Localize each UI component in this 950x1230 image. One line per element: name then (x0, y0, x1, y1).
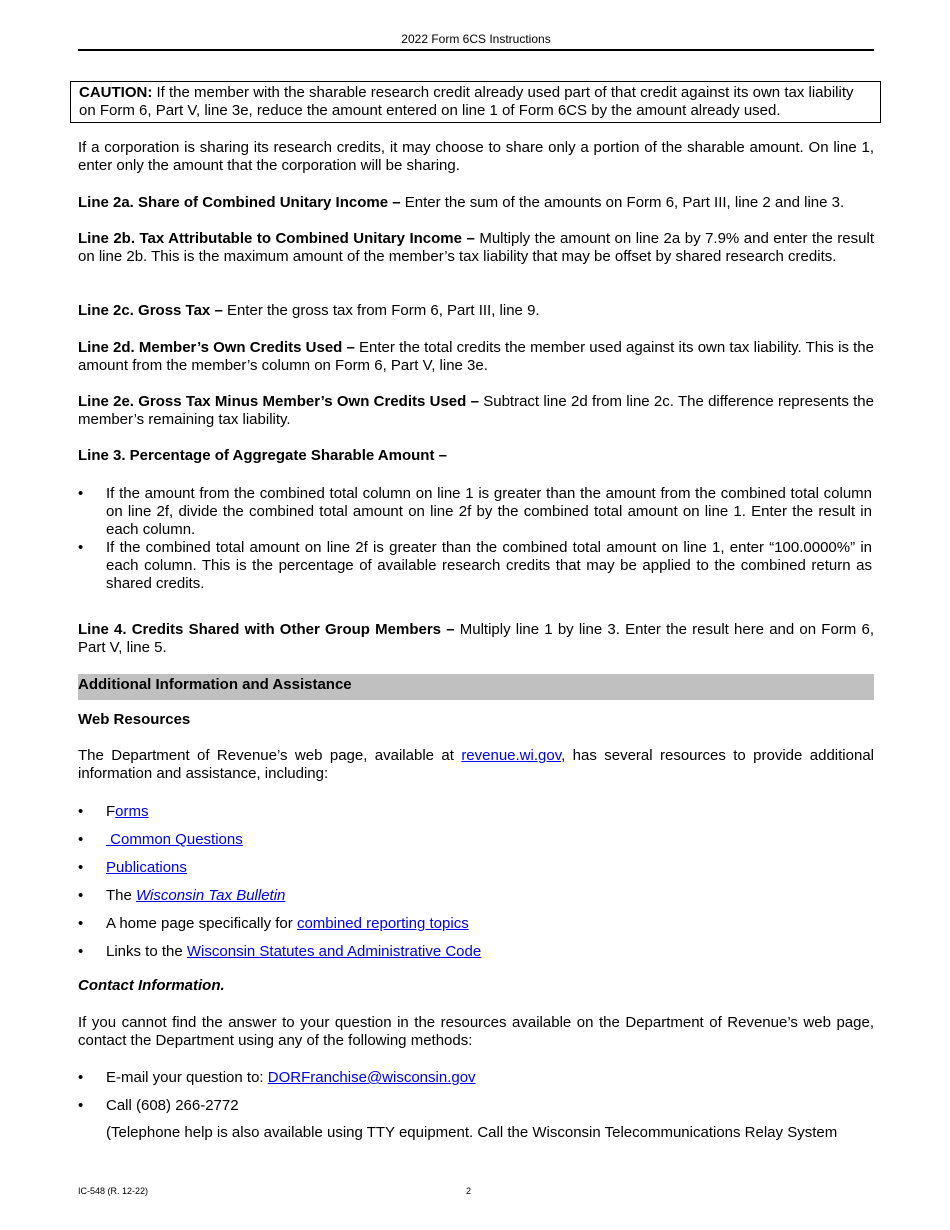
bullet-icon: • (78, 831, 84, 848)
line-2c-heading: Line 2c. Gross Tax – (78, 302, 223, 319)
bulletin-prefix: The (106, 887, 137, 904)
web-intro-text: The Department of Revenue’s web page, available at (78, 747, 462, 764)
line-3-heading-paragraph (78, 447, 874, 465)
intro-paragraph: If a corporation is sharing its research credits, it may choose to share only a portion of the sharable amount. On line 1, enter only the amount that the corporation will be sharing. (78, 139, 874, 174)
tax-bulletin-link[interactable]: Wisconsin Tax Bulletin (136, 887, 286, 904)
list-item-text (106, 943, 872, 961)
line-2e-paragraph (78, 393, 874, 429)
web-intro-text-end: , has several resources to provide additional information and assistance, including: (78, 747, 874, 782)
caution-label: CAUTION: (79, 84, 153, 101)
section-band (78, 674, 874, 700)
common-questions-link[interactable]: Common Questions (106, 831, 243, 848)
contact-paragraph: If you cannot find the answer to your question in the resources available on the Department of Revenue’s web page, contact the Department using any of the following methods: (78, 1014, 874, 1049)
line-4-paragraph (78, 621, 874, 657)
combined-reporting-link[interactable]: combined reporting topics (296, 915, 469, 932)
tty-text: (Telephone help is also available using TTY equipment. Call the Wisconsin Telecommunications Relay System (106, 1124, 838, 1141)
statutes-prefix: Links to the (106, 943, 187, 960)
forms-prefix: F (106, 803, 116, 820)
forms-link[interactable]: orms (115, 803, 149, 820)
statutes-link[interactable]: Wisconsin Statutes and Administrative Code (186, 943, 482, 960)
bullet-icon: • (78, 485, 84, 502)
home-prefix: A home page specifically for (106, 915, 297, 932)
revenue-link[interactable]: revenue.wi.gov (461, 747, 562, 764)
publications-link[interactable]: Publications (106, 859, 187, 876)
bullet-icon: • (78, 803, 84, 820)
line-2c-paragraph (78, 302, 874, 320)
bullet-icon: • (78, 1097, 84, 1114)
line-2d-paragraph (78, 339, 874, 375)
section-band-title: Additional Information and Assistance (78, 676, 352, 693)
phone-text: Call (608) 266-2772 (106, 1097, 239, 1114)
line-2a-text: Enter the sum of the amounts on Form 6, Part III, line 2 and line 3. (400, 194, 845, 211)
list-item-text (106, 831, 872, 849)
line-2a-paragraph (78, 194, 874, 212)
line-2d-text: Enter the total credits the member used against its own tax liability. This is the amount from the member’s column on Form 6, Part V, line 3e. (78, 339, 874, 374)
bullet-icon: • (78, 887, 84, 904)
bullet-icon: • (78, 915, 84, 932)
list-item-text: If the amount from the combined total column on line 1 is greater than the amount from the combined total column on line 2f, divide the combined total amount on line 2f by the combined total amount on line 1. Enter the result in each column. (106, 485, 872, 538)
bullet-icon: • (78, 943, 84, 960)
web-resources-paragraph (78, 711, 874, 729)
line-2d-heading: Line 2d. Member’s Own Credits Used – (78, 339, 355, 356)
list-item-text (106, 859, 872, 877)
line-2a-heading: Line 2a. Share of Combined Unitary Income – (78, 194, 401, 211)
web-resources-intro (78, 747, 874, 783)
line-4-text: Multiply line 1 by line 3. Enter the result here and on Form 6, Part V, line 5. (78, 621, 874, 656)
email-prefix: E-mail your question to: (106, 1069, 268, 1086)
list-item-text (106, 1069, 872, 1087)
list-item-text (106, 887, 872, 905)
email-link[interactable]: DORFranchise@wisconsin.gov (267, 1069, 476, 1086)
list-item-text: If the combined total amount on line 2f is greater than the combined total amount on line 1, enter “100.0000%” in each column. This is the percentage of available research credits that may be applied to the combined return as shared credits. (106, 539, 872, 592)
line-2e-text: Subtract line 2d from line 2c. The difference represents the member’s remaining tax liability. (78, 393, 874, 428)
footer-page-number: 2 (466, 1186, 472, 1196)
caution-box (70, 81, 881, 123)
contact-heading: Contact Information. (78, 977, 225, 994)
caution-text: If the member with the sharable research credit already used part of that credit against its own tax liability on Form 6, Part V, line 3e, reduce the amount entered on line 1 of Form 6CS by the amount already used. (79, 84, 854, 119)
web-resources-heading: Web Resources (78, 711, 191, 728)
line-2b-heading: Line 2b. Tax Attributable to Combined Unitary Income – (78, 230, 475, 247)
contact-heading-paragraph (78, 977, 874, 995)
line-2c-text: Enter the gross tax from Form 6, Part III, line 9. (222, 302, 540, 319)
bullet-icon: • (78, 539, 84, 556)
line-2e-heading: Line 2e. Gross Tax Minus Member’s Own Credits Used – (78, 393, 479, 410)
bullet-icon: • (78, 1069, 84, 1086)
list-item-text (106, 803, 872, 821)
list-item-text (106, 915, 872, 933)
line-3-heading: Line 3. Percentage of Aggregate Sharable Amount – (78, 447, 447, 464)
page-header: 2022 Form 6CS Instructions (78, 32, 874, 51)
line-4-heading: Line 4. Credits Shared with Other Group Members – (78, 621, 455, 638)
bullet-icon: • (78, 859, 84, 876)
footer-form-number: IC-548 (R. 12-22) (78, 1186, 149, 1196)
line-2b-paragraph (78, 230, 874, 266)
line-2b-text: Multiply the amount on line 2a by 7.9% and enter the result on line 2b. This is the maximum amount of the member’s tax liability that may be offset by shared research credits. (78, 230, 874, 265)
